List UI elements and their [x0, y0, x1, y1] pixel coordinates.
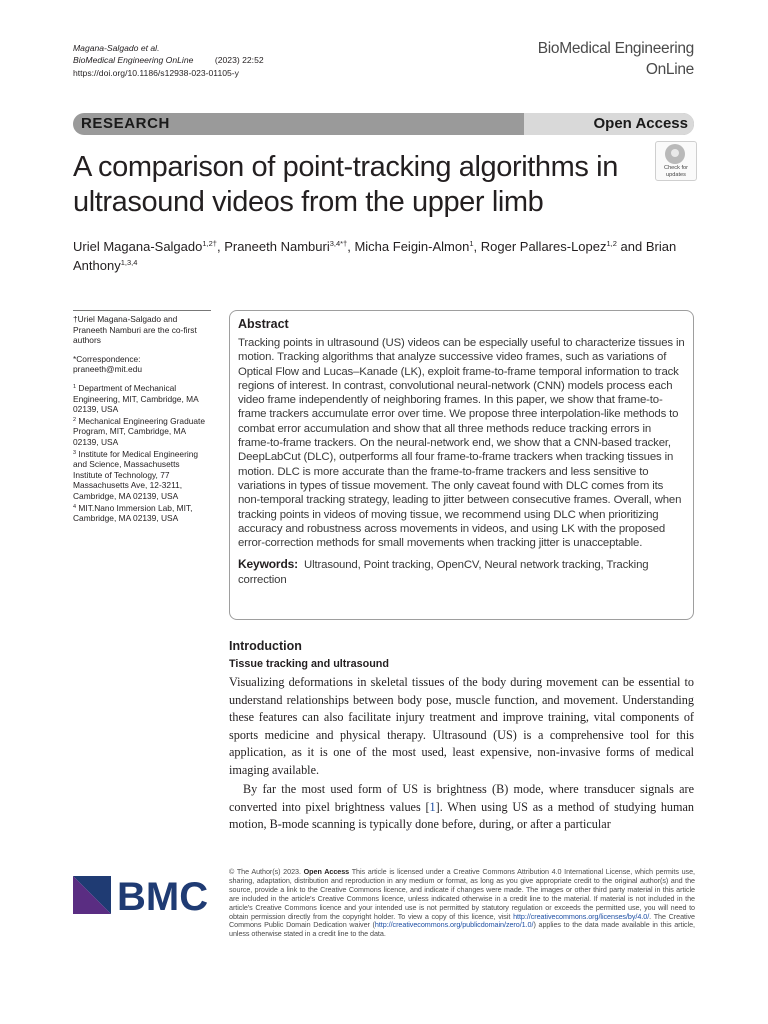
introduction-heading: Introduction: [229, 639, 302, 653]
sidebar-divider: [73, 310, 211, 311]
author-name[interactable]: Roger Pallares-Lopez: [480, 239, 607, 254]
cofirst-note: †Uriel Magana-Salgado and Praneeth Namburi are the co-first authors: [73, 314, 197, 346]
license-open-access: Open Access: [303, 867, 350, 876]
abstract-heading: Abstract: [238, 317, 289, 331]
author-affiliation-marker: 1: [469, 239, 474, 248]
affiliation-item: [73, 503, 211, 524]
author-affiliation-marker: 1,2†: [202, 239, 217, 248]
check-updates-icon: [665, 144, 685, 164]
affiliation-number: 3: [73, 449, 77, 456]
affiliations: [73, 383, 211, 524]
bmc-logo: [73, 876, 218, 914]
author-name[interactable]: Brian Anthony: [73, 239, 677, 273]
author-name[interactable]: Praneeth Namburi: [224, 239, 330, 254]
abstract-box: [229, 310, 694, 620]
affiliation-text: Institute for Medical Engineering and Science, Massachusetts Institute of Technology, 77 Massachusetts Ave, 12-3211, Cambridge, MA 02139, USA: [73, 448, 199, 501]
author-list: [73, 238, 693, 275]
intro-p2-text-b: ]. When using US as a method of studying human motion, B-mode scanning is typically done before, during, or after a particular: [229, 799, 695, 831]
keywords-label: Keywords:: [238, 557, 298, 572]
license-text-3: ) applies to the data made available in this article, unless otherwise stated in a credit line to the data.: [229, 920, 695, 939]
license-text-2: . The Creative Commons Public Domain Dedication waiver (: [229, 911, 696, 930]
author-separator: ,: [216, 239, 225, 254]
affiliation-text: MIT.Nano Immersion Lab, MIT, Cambridge, MA 02139, USA: [73, 502, 193, 524]
open-access-label: Open Access: [593, 115, 688, 132]
license-link-cc0[interactable]: http://creativecommons.org/publicdomain/zero/1.0/: [374, 920, 534, 930]
article-type-label: RESEARCH: [81, 115, 170, 132]
license-copyright: © The Author(s) 2023.: [229, 867, 304, 876]
abstract-text: Tracking points in ultrasound (US) videos can be especially useful to characterize tissues in motion. Tracking algorithms that analyze successive video frames, such as variations of Optical Flow and Lucas–Kanade (LK), exploit frame-to-frame temporal information to track regions of interest. In contrast, convolutional neural-network (CNN) models process each video frame independently of neighboring frames. In this paper, we show that frame-to-frame trackers accumulate error over time. We propose three interpolation-like methods to combat error accumulation and show that all three methods reduce tracking errors in frame-to-frame trackers. On the neural-network end, we show that a CNN-based tracker, DeepLabCut (DLC), outperforms all four frame-to-frame trackers when tracking tissues in motion. DLC is more accurate than the frame-to-frame trackers and less sensitive to variations in types of tissue movement. The only caveat found with DLC comes from its non-temporal tracking strategy, leading to jitter between consecutive frames. Overall, when tracking points in videos of moving tissue, we recommend using DLC when prioritizing accuracy and robustness across movements in videos, and using LK with the proposed error-correction methods for small movements when tracking jitter is unacceptable.: [238, 337, 685, 550]
affiliation-text: Department of Mechanical Engineering, MIT, Cambridge, MA 02139, USA: [73, 382, 199, 415]
citation-link[interactable]: 1: [429, 799, 436, 814]
author-affiliation-marker: 1,3,4: [120, 257, 138, 267]
article-title: A comparison of point-tracking algorithms in ultrasound videos from the upper limb: [73, 151, 618, 218]
correspondence-email[interactable]: praneeth@mit.edu: [73, 364, 143, 375]
journal-name-line1: BioMedical Engineering: [537, 40, 694, 57]
introduction-subheading: Tissue tracking and ultrasound: [229, 658, 389, 670]
affiliation-item: [73, 449, 211, 502]
check-for-updates-badge[interactable]: [655, 141, 697, 181]
affiliation-number: 4: [73, 503, 77, 510]
check-updates-text: [656, 165, 696, 178]
intro-paragraph-2: [229, 781, 694, 834]
running-header: [73, 42, 264, 79]
correspondence: [73, 354, 211, 375]
article-type-bar: [73, 113, 694, 135]
author-separator: and: [616, 239, 646, 254]
journal-name-line2: OnLine: [645, 61, 694, 78]
introduction-section: [229, 638, 694, 834]
header-author: Magana-Salgado et al.: [73, 43, 160, 53]
license-text-1: This article is licensed under a Creative Commons Attribution 4.0 International License, which permits use, sharing, adaptation, distribution and reproduction in any medium or format, as long as you give appropriate credit to the original author(s) and the source, provide a link to the Creative Commons licence, and indicate if changes were made. The images or other third party material in this article are included in the article's Creative Commons licence, unless indicated otherwise in a credit line to the material. If material is not included in the article's Creative Commons licence and your intended use is not permitted by statutory regulation or exceeds the permitted use, you will need to obtain permission directly from the copyright holder. To view a copy of this licence, visit: [229, 867, 695, 921]
author-affiliation-marker: 1,2: [606, 239, 617, 248]
author-name[interactable]: Uriel Magana-Salgado: [73, 239, 203, 254]
license-link-cc-by[interactable]: http://creativecommons.org/licenses/by/4.0/: [513, 911, 650, 921]
check-updates-line1: Check for: [664, 165, 688, 171]
bmc-logo-text: BMC: [117, 876, 209, 914]
affiliation-number: 2: [73, 416, 77, 423]
author-name[interactable]: Micha Feigin-Almon: [354, 239, 470, 254]
affiliation-text: Mechanical Engineering Graduate Program, MIT, Cambridge, MA 02139, USA: [73, 415, 206, 447]
author-separator: ,: [473, 239, 481, 254]
keywords: [238, 557, 685, 587]
article-notes-sidebar: [73, 310, 211, 525]
author-affiliation-marker: 3,4*†: [329, 239, 348, 248]
affiliation-item: [73, 416, 211, 448]
check-updates-line2: updates: [666, 171, 686, 178]
intro-p2-text-a: By far the most used form of US is brightness (B) mode, where transducer signals are converted into pixel brightness values [: [229, 782, 694, 814]
journal-name: [538, 38, 694, 80]
header-doi[interactable]: https://doi.org/10.1186/s12938-023-01105-y: [73, 67, 239, 78]
affiliation-number: 1: [73, 383, 77, 390]
header-journal: BioMedical Engineering OnLine: [73, 55, 194, 66]
intro-paragraph-1: Visualizing deformations in skeletal tissues of the body during movement can be essential to understand relationships between body pose, muscle function, and movement. Understanding these features can also facilitate injury treatment and improve training, vital components of sports medicine and physical therapy. Ultrasound (US) is a comprehensive tool for this application, as it is one of the most used, least expensive, non-invasive forms of medical imaging available.: [229, 675, 694, 777]
keywords-text: Ultrasound, Point tracking, OpenCV, Neural network tracking, Tracking correction: [238, 559, 649, 586]
author-separator: ,: [347, 239, 355, 254]
header-volume: (2023) 22:52: [214, 55, 264, 66]
correspondence-label: *Correspondence:: [73, 353, 141, 364]
license-statement: [229, 868, 695, 939]
affiliation-item: [73, 383, 211, 415]
